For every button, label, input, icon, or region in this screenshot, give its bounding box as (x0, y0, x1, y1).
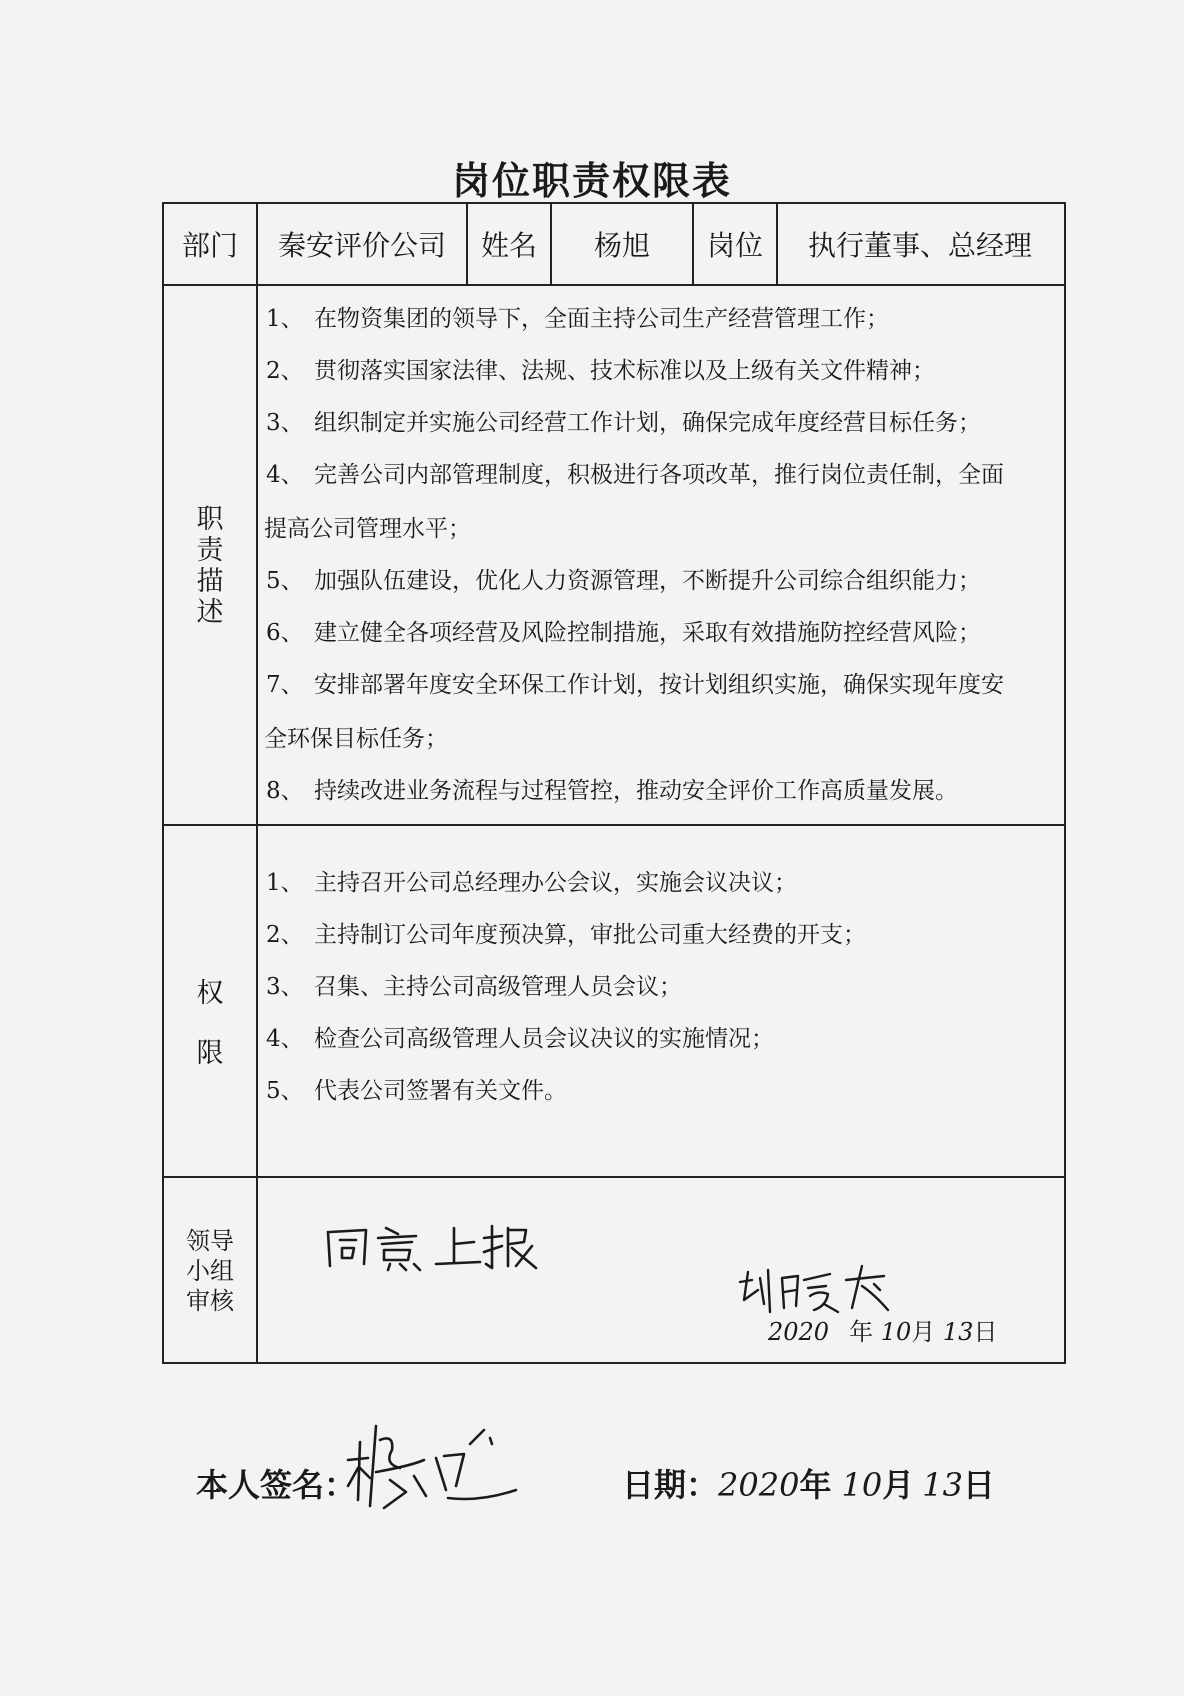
duty-item (266, 562, 1056, 595)
review-date (768, 1312, 997, 1347)
duty-table (162, 202, 1066, 1364)
duty-item (266, 352, 1056, 385)
duty-text: 组织制定并实施公司经营工作计划，确保完成年度经营目标任务； (314, 410, 981, 436)
duty-text: 安排部署年度安全环保工作计划，按计划组织实施，确保实现年度安 (314, 672, 1004, 698)
duty-item (266, 666, 1056, 699)
review-date-year: 2020 (768, 1318, 830, 1346)
review-label-line: 审核 (186, 1287, 234, 1315)
duty-item (266, 614, 1056, 647)
duties-label (164, 504, 256, 628)
authority-label-char: 权 (196, 978, 224, 1009)
signature-label: 本人签名： (196, 1466, 357, 1504)
duty-number: 7、 (266, 672, 304, 698)
date-row (622, 1460, 995, 1506)
duty-text: 建立健全各项经营及风险控制措施，采取有效措施防控经营风险； (314, 620, 981, 646)
duty-number: 6、 (266, 620, 304, 646)
date-day-unit: 日 (962, 1466, 995, 1504)
duty-text: 持续改进业务流程与过程管控，推动安全评价工作高质量发展。 (314, 778, 958, 804)
authority-text: 主持召开公司总经理办公会议，实施会议决议； (314, 870, 797, 896)
handwritten-comment (324, 1220, 544, 1272)
post-value: 执行董事、总经理 (807, 229, 1032, 262)
document-title: 岗位职责权限表 (451, 158, 732, 203)
duty-item (266, 404, 1056, 437)
date-year-unit: 年 (799, 1466, 832, 1504)
column-divider (256, 204, 258, 1362)
duties-label-char: 描 (196, 566, 224, 597)
authority-item (266, 864, 1056, 897)
employee-signature (340, 1420, 520, 1512)
dept-value: 秦安评价公司 (277, 229, 446, 262)
review-date-month-unit: 月 (911, 1318, 936, 1346)
duty-text: 贯彻落实国家法律、法规、技术标准以及上级有关文件精神； (314, 358, 935, 384)
review-label-line: 小组 (186, 1257, 234, 1285)
review-date-day: 13 (942, 1318, 974, 1346)
row-divider (164, 284, 1064, 286)
review-label (164, 1226, 256, 1316)
date-month-unit: 月 (882, 1466, 915, 1504)
date-year: 2020 (718, 1466, 800, 1504)
duty-item (266, 300, 1056, 333)
row-divider (164, 824, 1064, 826)
duties-label-char: 责 (196, 535, 224, 566)
duty-number: 3、 (266, 410, 304, 436)
authority-number: 2、 (266, 922, 304, 948)
duty-item (266, 772, 1056, 805)
review-date-year-unit: 年 (849, 1318, 874, 1346)
authority-text: 主持制订公司年度预决算，审批公司重大经费的开支； (314, 922, 866, 948)
authority-label-char: 限 (196, 1038, 224, 1069)
duties-label-char: 述 (196, 597, 224, 628)
duty-text: 在物资集团的领导下，全面主持公司生产经营管理工作； (314, 306, 889, 332)
authority-item (266, 1020, 1056, 1053)
date-month: 10 (841, 1466, 883, 1504)
review-label-line: 领导 (186, 1227, 234, 1255)
authority-item (266, 1072, 1056, 1105)
authority-number: 1、 (266, 870, 304, 896)
duty-number: 5、 (266, 568, 304, 594)
date-label: 日期： (622, 1466, 719, 1504)
authority-number: 3、 (266, 974, 304, 1000)
review-date-day-unit: 日 (973, 1318, 998, 1346)
post-label: 岗位 (706, 229, 763, 262)
duty-item (266, 456, 1056, 489)
duty-continuation: 提高公司管理水平； (264, 516, 471, 542)
authority-label (164, 964, 256, 1084)
duty-number: 1、 (266, 306, 304, 332)
authority-text: 召集、主持公司高级管理人员会议； (314, 974, 682, 1000)
duty-continuation: 全环保目标任务； (264, 726, 448, 752)
authority-text: 检查公司高级管理人员会议决议的实施情况； (314, 1026, 774, 1052)
duty-text: 完善公司内部管理制度，积极进行各项改革，推行岗位责任制，全面 (314, 462, 1004, 488)
authority-item (266, 968, 1056, 1001)
review-date-month: 10 (880, 1318, 912, 1346)
authority-number: 5、 (266, 1078, 304, 1104)
authority-item (266, 916, 1056, 949)
leader-signature (734, 1260, 894, 1318)
dept-label: 部门 (181, 229, 238, 262)
duties-label-char: 职 (196, 504, 224, 535)
date-day: 13 (922, 1466, 963, 1504)
duty-text: 加强队伍建设，优化人力资源管理，不断提升公司综合组织能力； (314, 568, 981, 594)
name-label: 姓名 (480, 229, 537, 262)
authority-text: 代表公司签署有关文件。 (314, 1078, 567, 1104)
signature-row (196, 1460, 356, 1506)
row-divider (164, 1176, 1064, 1178)
authority-number: 4、 (266, 1026, 304, 1052)
duty-number: 4、 (266, 462, 304, 488)
duty-number: 8、 (266, 778, 304, 804)
duty-number: 2、 (266, 358, 304, 384)
name-value: 杨旭 (593, 229, 650, 262)
